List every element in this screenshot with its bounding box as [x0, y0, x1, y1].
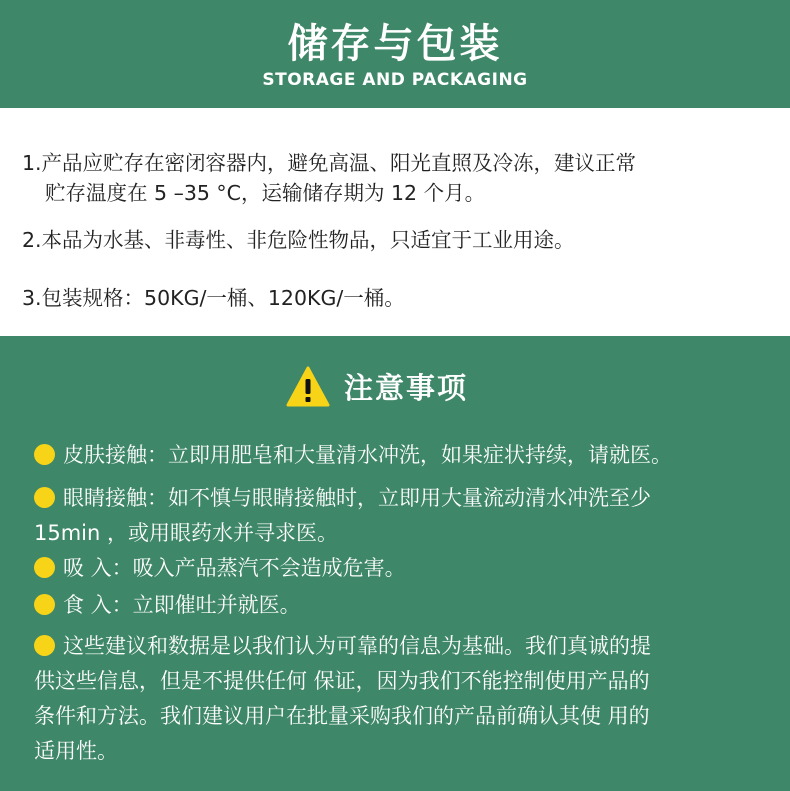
bullet-dot-icon	[34, 557, 55, 578]
storage-item-1-cont: 贮存温度在 5 –35 °C，运输储存期为 12 个月。	[45, 181, 486, 205]
notice-item-text: 食 入：立即催吐并就医。	[63, 593, 301, 617]
storage-item-1: 1.产品应贮存在密闭容器内，避免高温、阳光直照及冷冻，建议正常	[22, 151, 637, 175]
bullet-dot-icon	[34, 635, 55, 656]
notice-item-inhale	[34, 552, 406, 582]
notice-item-ingest	[34, 589, 301, 619]
page-title: 储存与包装	[287, 21, 503, 67]
storage-section	[0, 108, 790, 336]
bullet-dot-icon	[34, 444, 55, 465]
notice-item-text: 眼睛接触：如不慎与眼睛接触时，立即用大量流动清水冲洗至少	[63, 486, 651, 510]
storage-item-3: 3.包装规格：50KG/一桶、120KG/一桶。	[22, 286, 405, 310]
notice-item-disclaimer-cont: 适用性。	[34, 739, 118, 763]
storage-item-2: 2.本品为水基、非毒性、非危险性物品，只适宜于工业用途。	[22, 228, 575, 252]
warning-triangle-icon	[286, 366, 330, 408]
notice-item-skin	[34, 439, 672, 469]
page-subtitle: STORAGE AND PACKAGING	[262, 70, 528, 90]
header-banner	[0, 0, 790, 108]
notice-item-text: 吸 入：吸入产品蒸汽不会造成危害。	[63, 556, 406, 580]
notice-item-eyes	[34, 482, 651, 512]
notice-item-text: 这些建议和数据是以我们认为可靠的信息为基础。我们真诚的提	[63, 634, 651, 658]
bullet-dot-icon	[34, 594, 55, 615]
notice-item-disclaimer	[34, 630, 651, 660]
notice-section	[0, 336, 790, 791]
notice-title: 注意事项	[344, 371, 469, 405]
notice-item-disclaimer-cont: 供这些信息，但是不提供任何 保证，因为我们不能控制使用产品的	[34, 669, 650, 693]
notice-item-text: 皮肤接触：立即用肥皂和大量清水冲洗，如果症状持续，请就医。	[63, 443, 672, 467]
notice-item-disclaimer-cont: 条件和方法。我们建议用户在批量采购我们的产品前确认其使 用的	[34, 704, 650, 728]
bullet-dot-icon	[34, 487, 55, 508]
notice-item-eyes-cont: 15min ，或用眼药水并寻求医。	[34, 521, 338, 545]
